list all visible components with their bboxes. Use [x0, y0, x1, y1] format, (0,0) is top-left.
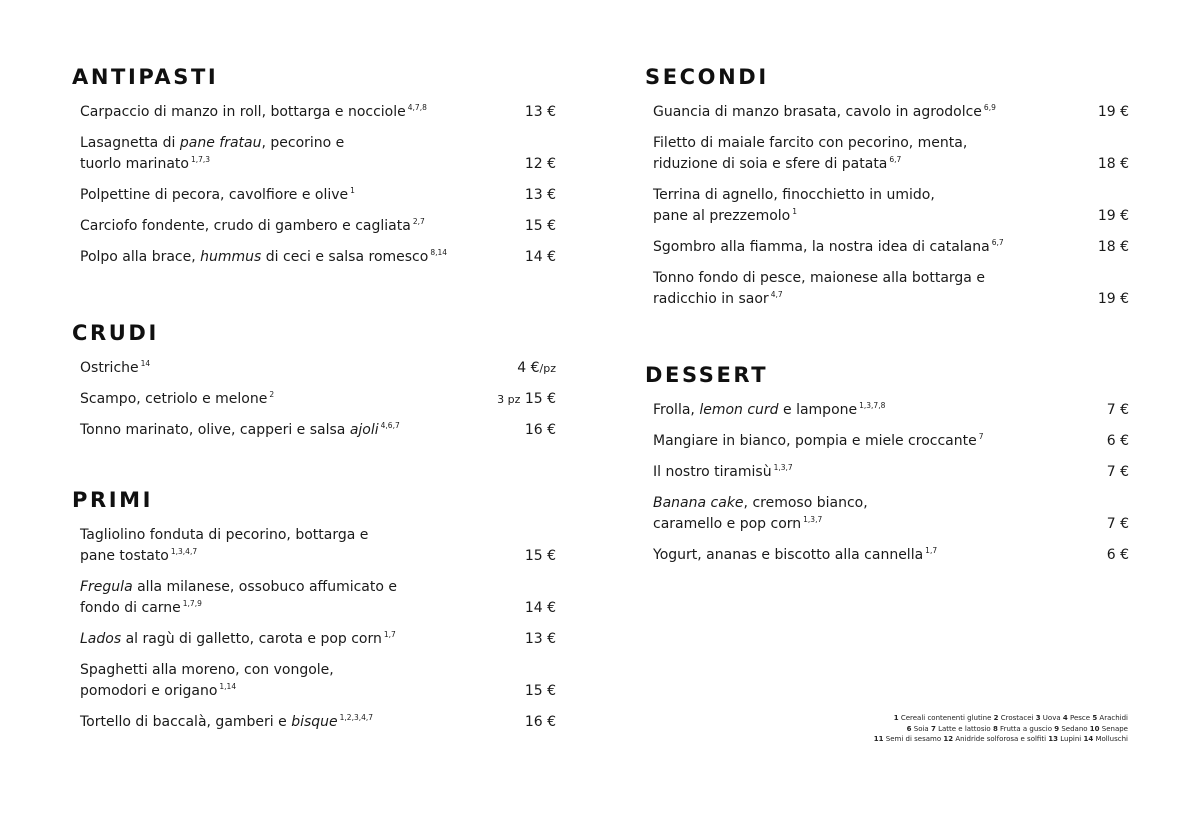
allergen-codes: 6,9: [983, 103, 996, 112]
allergen-codes: 1,3,7: [803, 515, 823, 524]
menu-item: [653, 185, 1129, 227]
dish-price: 16 €: [524, 422, 556, 438]
menu-item: [653, 237, 1129, 258]
menu-item: [80, 712, 556, 733]
menu-item: [80, 577, 556, 619]
allergen-codes: 6,7: [991, 238, 1004, 247]
dish-price: 13 €: [524, 631, 556, 647]
allergen-codes: 1: [350, 186, 355, 195]
menu-item: [80, 185, 556, 206]
dish-name: Tagliolino fonduta di pecorino, bottarga e pane tostato $^{1,3,4,7}$: [80, 527, 369, 564]
allergen-codes: 2: [269, 390, 275, 399]
menu-item: [653, 431, 1129, 452]
dish-name: Il nostro tiramisù $^{1,3,7}$: [653, 463, 793, 480]
menu-item: [653, 102, 1129, 123]
allergen-codes: 1: [792, 207, 798, 216]
menu-item: [653, 400, 1129, 421]
menu-items: [80, 525, 556, 733]
dish-price: 18 €: [1097, 156, 1129, 172]
dish-price: 6 €: [1106, 547, 1129, 563]
dish-price: 7 €: [1106, 402, 1129, 418]
dish-price: 13 €: [524, 187, 556, 203]
dish-name: Lasagnetta di pane fratau, pecorino e tuorlo marinato $^{1,7,3}$: [80, 135, 345, 172]
dish-name: Carciofo fondente, crudo di gambero e cagliata $^{2,7}$: [80, 217, 425, 234]
allergen-codes: 1,7: [925, 546, 938, 555]
dish-price: 19 €: [1097, 104, 1129, 120]
dish-price: 12 €: [524, 156, 556, 172]
allergen-codes: 1,2,3,4,7: [339, 713, 374, 722]
dish-name: Filetto di maiale farcito con pecorino, menta, riduzione di soia e sfere di patata $^{6,7}$: [653, 135, 968, 172]
allergen-codes: 1,7: [383, 630, 396, 639]
allergen-codes: 14: [140, 359, 151, 368]
dish-price: 14 €: [524, 600, 556, 616]
dish-name: Yogurt, ananas e biscotto alla cannella $^{1,7}$: [653, 546, 938, 563]
menu-item: [80, 525, 556, 567]
allergen-codes: 4,7: [770, 290, 783, 299]
dish-name: Polpettine di pecora, cavolfiore e olive $^1$: [80, 186, 355, 203]
section-title: SECONDI: [645, 65, 769, 89]
menu-item: [653, 462, 1129, 483]
dish-name: Guancia di manzo brasata, cavolo in agrodolce $^{6,9}$: [653, 103, 996, 120]
section-title: DESSERT: [645, 363, 769, 387]
dish-name: Scampo, cetriolo e melone $^2$: [80, 390, 275, 407]
section-primi: [72, 487, 556, 730]
legend-line: 6 Soia 7 Latte e lattosio 8 Frutta a guscio 9 Sedano 10 Senape: [906, 724, 1128, 733]
section-secondi: [645, 64, 1129, 307]
allergen-codes: 1,14: [219, 682, 237, 691]
dish-price: 3 pz 15 €: [497, 391, 556, 407]
dish-price: 15 €: [524, 218, 556, 234]
dish-name: Fregula alla milanese, ossobuco affumicato e fondo di carne $^{1,7,9}$: [80, 579, 397, 616]
dish-price: 16 €: [524, 714, 556, 730]
allergen-legend: [874, 713, 1128, 745]
section-title: ANTIPASTI: [72, 65, 219, 89]
dish-price: 15 €: [524, 548, 556, 564]
menu-items: [653, 102, 1129, 310]
section-title: CRUDI: [72, 321, 159, 345]
menu-item: [80, 660, 556, 702]
legend-line: 1 Cereali contenenti glutine 2 Crostacei 3 Uova 4 Pesce 5 Arachidi: [893, 714, 1128, 722]
dish-price: 7 €: [1106, 464, 1129, 480]
menu-item: [653, 545, 1129, 566]
dish-name: Sgombro alla fiamma, la nostra idea di catalana $^{6,7}$: [653, 238, 1004, 255]
menu-item: [80, 216, 556, 237]
allergen-codes: 1,7,9: [182, 599, 202, 608]
allergen-codes: 1,7,3: [190, 155, 211, 164]
dish-price: 13 €: [524, 104, 556, 120]
allergen-codes: 4,7,8: [407, 103, 427, 112]
menu-item: [80, 133, 556, 175]
dish-price: 15 €: [524, 683, 556, 699]
menu-item: [80, 358, 556, 379]
dish-price: 7 €: [1106, 516, 1129, 532]
dish-price: 14 €: [524, 249, 556, 265]
menu-item: [80, 102, 556, 123]
allergen-codes: 1,3,7: [773, 463, 793, 472]
dish-price: 6 €: [1106, 433, 1129, 449]
menu-items: [653, 400, 1129, 566]
menu-items: [80, 358, 556, 441]
menu-item: [80, 420, 556, 441]
menu-item: [653, 493, 1129, 535]
allergen-codes: 6,7: [889, 155, 902, 164]
menu-items: [80, 102, 556, 268]
allergen-codes: 7: [978, 432, 984, 441]
dish-name: Mangiare in bianco, pompia e miele croccante $^7$: [653, 432, 984, 449]
menu-item: [80, 247, 556, 268]
dish-name: Spaghetti alla moreno, con vongole, pomodori e origano $^{1,14}$: [80, 662, 334, 699]
section-crudi: [72, 320, 556, 438]
allergen-codes: 4,6,7: [380, 421, 400, 430]
dish-name: Polpo alla brace, hummus di ceci e salsa romesco $^{8,14}$: [80, 248, 448, 265]
dish-price: 18 €: [1097, 239, 1129, 255]
price-quantity: 3 pz: [497, 393, 521, 406]
dish-name: Tonno fondo di pesce, maionese alla bottarga e radicchio in saor $^{4,7}$: [653, 270, 985, 307]
dish-price: 19 €: [1097, 208, 1129, 224]
allergen-codes: 2,7: [412, 217, 425, 226]
dish-name: Terrina di agnello, finocchietto in umido, pane al prezzemolo $^1$: [653, 187, 935, 224]
allergen-codes: 8,14: [430, 248, 448, 257]
dish-name: Carpaccio di manzo in roll, bottarga e nocciole $^{4,7,8}$: [80, 103, 427, 120]
section-antipasti: [72, 64, 556, 265]
dish-price: 4 €/pz: [517, 360, 556, 376]
section-dessert: [645, 362, 1129, 563]
allergen-codes: 1,3,7,8: [859, 401, 886, 410]
dish-name: Tortello di baccalà, gamberi e bisque $^{1,2,3,4,7}$: [80, 713, 374, 730]
menu-item: [80, 629, 556, 650]
menu-item: [653, 133, 1129, 175]
menu-item: [80, 389, 556, 410]
dish-name: Tonno marinato, olive, capperi e salsa ajoli $^{4,6,7}$: [80, 421, 400, 438]
dish-price: 19 €: [1097, 291, 1129, 307]
allergen-codes: 1,3,4,7: [170, 547, 198, 556]
price-unit: /pz: [539, 362, 556, 375]
dish-name: Banana cake, cremoso bianco, caramello e pop corn $^{1,3,7}$: [653, 495, 868, 532]
dish-name: Frolla, lemon curd e lampone $^{1,3,7,8}$: [653, 401, 886, 418]
menu-item: [653, 268, 1129, 310]
dish-name: Lados al ragù di galletto, carota e pop corn $^{1,7}$: [80, 630, 396, 647]
legend-line: 11 Semi di sesamo 12 Anidride solforosa e solfiti 13 Lupini 14 Molluschi: [873, 735, 1128, 743]
dish-name: Ostriche $^{14}$: [80, 359, 151, 376]
section-title: PRIMI: [72, 488, 154, 512]
